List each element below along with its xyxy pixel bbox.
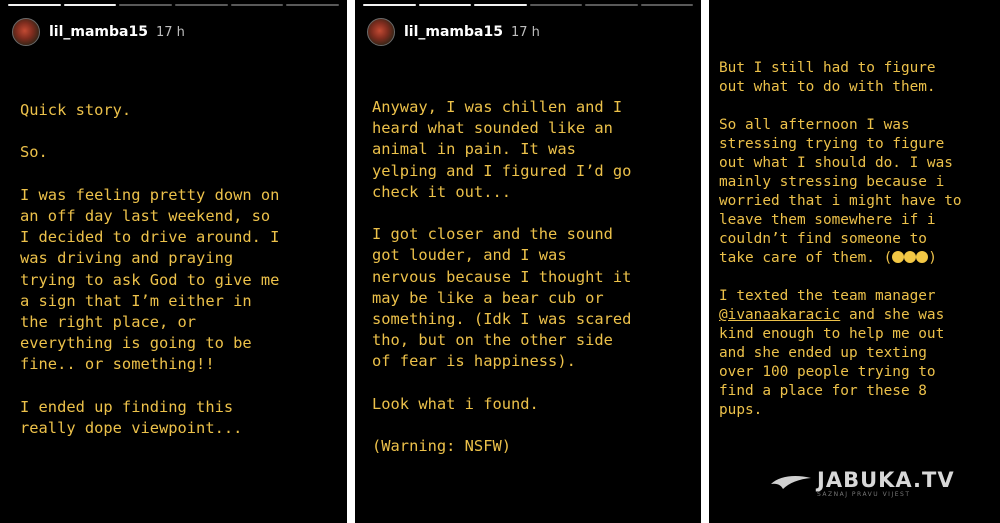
username[interactable]: lil_mamba15 [49,24,148,40]
story-text: Quick story. So. I was feeling pretty down on an off day last weekend, so I decided to drive around. I was driving and praying trying to ask God to give me a sign that I’m either in the right place, or everything is going to be fine.. or something!! I ended up finding this really dope viewpoint... [20,101,280,438]
avatar[interactable] [367,18,395,46]
story-timestamp: 17 h [510,24,540,40]
story-timestamp: 17 h [155,24,185,40]
crying-emoji-icon [916,251,928,263]
mention-link[interactable]: @ivanaakaracic [719,307,841,323]
story-panel-3[interactable] [709,0,1000,523]
story-progress-bar [8,4,339,7]
avatar[interactable] [12,18,40,46]
watermark [769,468,955,492]
story-panel-1[interactable] [0,0,347,523]
story-text: Anyway, I was chillen and I heard what sounded like an animal in pain. It was yelping and I figured I’d go check it out... I got closer and the sound got louder, and I was nervous because I thought it may be like a bear cub or something. (Idk I was scared tho, but on the other side of fear is happiness). Look what i found. (Warning: NSFW) [372,98,632,456]
grinning-sweat-emoji-icon [892,251,904,263]
username[interactable]: lil_mamba15 [404,24,503,40]
story-panel-2[interactable] [355,0,701,523]
apple-logo-icon [769,469,813,491]
watermark-brand: JABUKA.TV [817,468,955,492]
story-text: But I still had to figure out what to do with them. So all afternoon I was stressing trying to figure out what I should do. I was mainly stressing because i worried that i might have to leave them somewhere if i couldn’t find someone to take care of them. ( ) I texted the team manager @ivanaakaracic and she was kind enough to help me out and she ended up texting over 100 people trying to find a place for these 8 pups. [719,60,962,418]
pleading-emoji-icon [904,251,916,263]
story-progress-bar [363,4,693,7]
story-header [12,18,185,46]
watermark-tagline: SAZNAJ PRAVU VIJEST [817,491,911,498]
story-header [367,18,540,46]
